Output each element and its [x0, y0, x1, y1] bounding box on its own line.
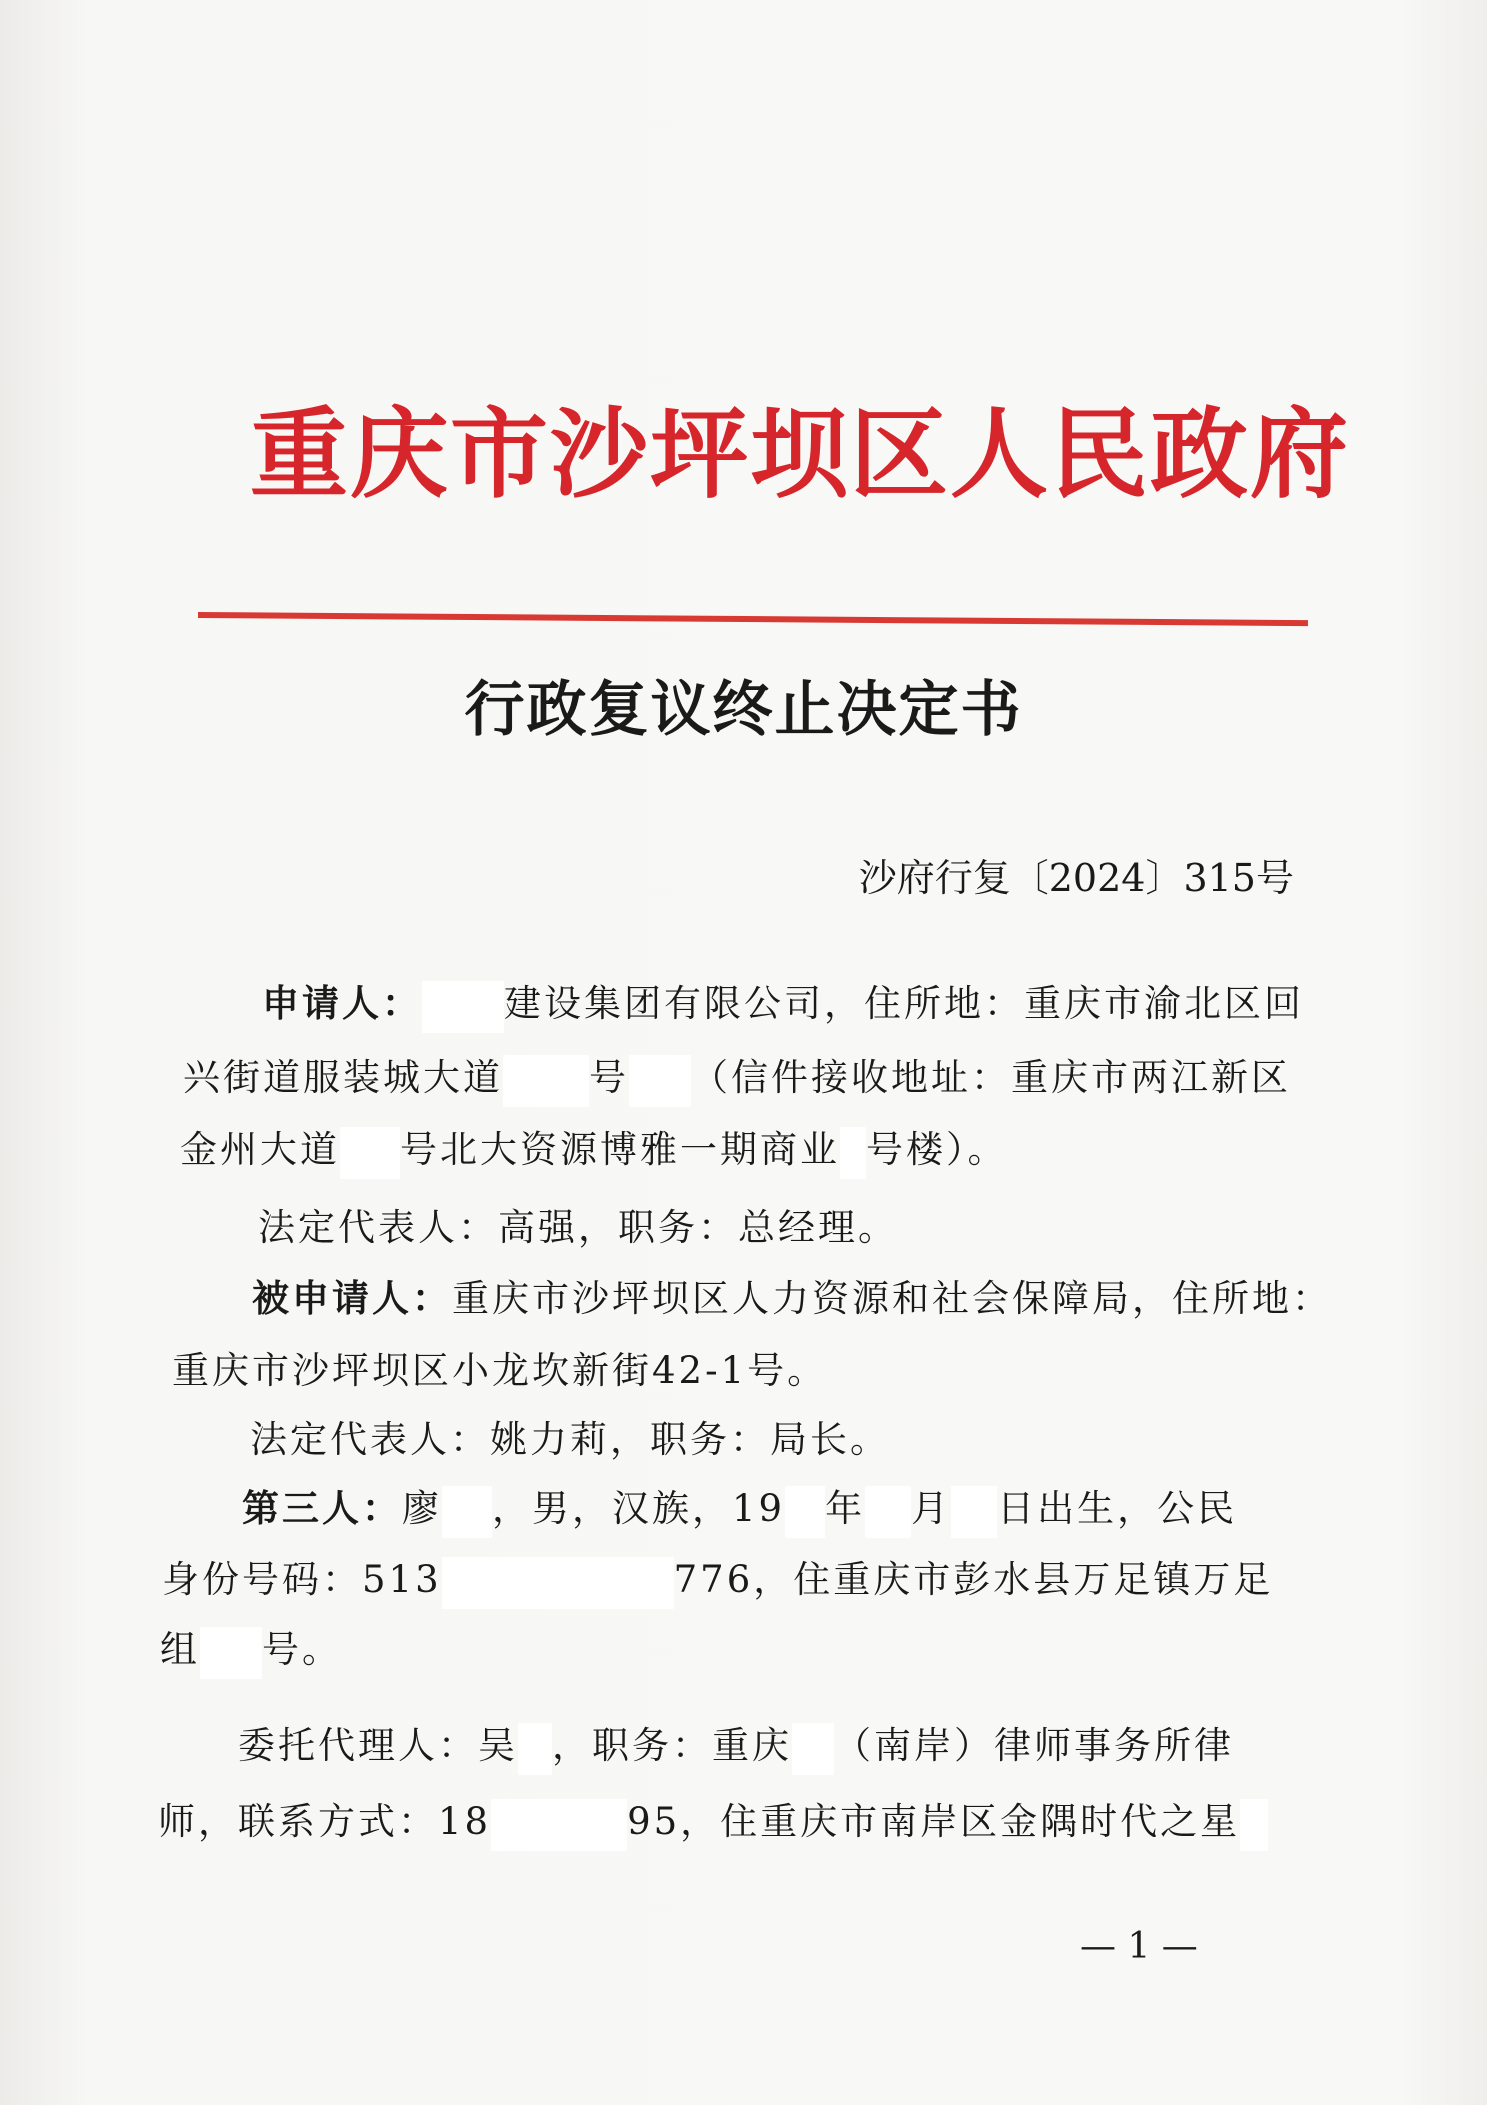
page-number: — 1 — [1080, 1926, 1198, 1967]
agent-address: 95，住重庆市南岸区金隅时代之星 [627, 1800, 1241, 1843]
document-number: 沙府行复〔2024〕315号 [858, 856, 1294, 900]
document-title: 行政复议终止决定书 [464, 675, 1023, 745]
redaction [503, 1055, 589, 1107]
third-party-id: 身份号码：513 [162, 1558, 442, 1601]
redaction [422, 981, 504, 1033]
third-party-address: 776，住重庆市彭水县万足镇万足 [673, 1558, 1274, 1601]
redaction [865, 1486, 911, 1538]
applicant-label: 申请人： [262, 981, 422, 1025]
agent-info: 委托代理人：吴 [238, 1724, 518, 1767]
applicant-line-2 [183, 1050, 1291, 1107]
third-party-info: 日出生，公民 [997, 1487, 1238, 1530]
third-party-line-1 [242, 1480, 1237, 1538]
third-party-info: 月 [911, 1487, 952, 1530]
redaction [518, 1723, 552, 1775]
agent-line-1 [238, 1718, 1234, 1775]
redaction [951, 1486, 997, 1538]
agent-contact: 师，联系方式：18 [158, 1800, 492, 1843]
third-party-line-3 [160, 1622, 342, 1679]
applicant-address-part: 兴街道服装城大道 [183, 1056, 503, 1099]
agent-line-2 [158, 1794, 1268, 1851]
applicant-address-part: （信件接收地址：重庆市两江新区 [691, 1056, 1291, 1099]
applicant-line-1 [262, 975, 1304, 1033]
applicant-mail-address-part: 金州大道 [180, 1128, 340, 1171]
redaction [785, 1486, 825, 1538]
respondent-line-1 [252, 1270, 1332, 1327]
third-party-info: 年 [825, 1487, 866, 1530]
third-party-label: 第三人： [242, 1486, 402, 1530]
agent-info: ，职务：重庆 [552, 1724, 792, 1767]
respondent-label: 被申请人： [252, 1276, 452, 1320]
applicant-representative: 法定代表人：高强，职务：总经理。 [258, 1206, 898, 1249]
redaction [200, 1627, 262, 1679]
redaction [442, 1557, 674, 1609]
redaction [340, 1127, 400, 1179]
respondent-line-2: 重庆市沙坪坝区小龙坎新街42-1号。 [172, 1349, 828, 1392]
applicant-name: 建设集团有限公司，住所地：重庆市渝北区回 [504, 982, 1304, 1025]
respondent-name-address: 重庆市沙坪坝区人力资源和社会保障局，住所地： [452, 1277, 1332, 1320]
applicant-mail-address-part: 号北大资源博雅一期商业 [400, 1128, 840, 1171]
redaction [491, 1799, 627, 1851]
third-party-line-2 [162, 1552, 1273, 1609]
redaction [1240, 1799, 1268, 1851]
redaction [840, 1127, 866, 1179]
redaction [792, 1723, 834, 1775]
agent-info: （南岸）律师事务所律 [834, 1724, 1234, 1767]
respondent-representative: 法定代表人：姚力莉，职务：局长。 [250, 1418, 890, 1461]
third-party-address: 组 [160, 1628, 200, 1671]
third-party-address: 号。 [262, 1628, 342, 1671]
third-party-info: 廖 [402, 1487, 442, 1530]
applicant-mail-address-part: 号楼）。 [866, 1128, 1008, 1171]
red-divider-rule [198, 612, 1308, 626]
issuer-header: 重庆市沙坪坝区人民政府 [250, 398, 1351, 512]
redaction [629, 1055, 691, 1107]
applicant-address-part: 号 [589, 1056, 629, 1099]
redaction [442, 1486, 492, 1538]
applicant-line-3 [180, 1122, 1008, 1179]
third-party-info: ，男，汉族，19 [492, 1487, 786, 1530]
